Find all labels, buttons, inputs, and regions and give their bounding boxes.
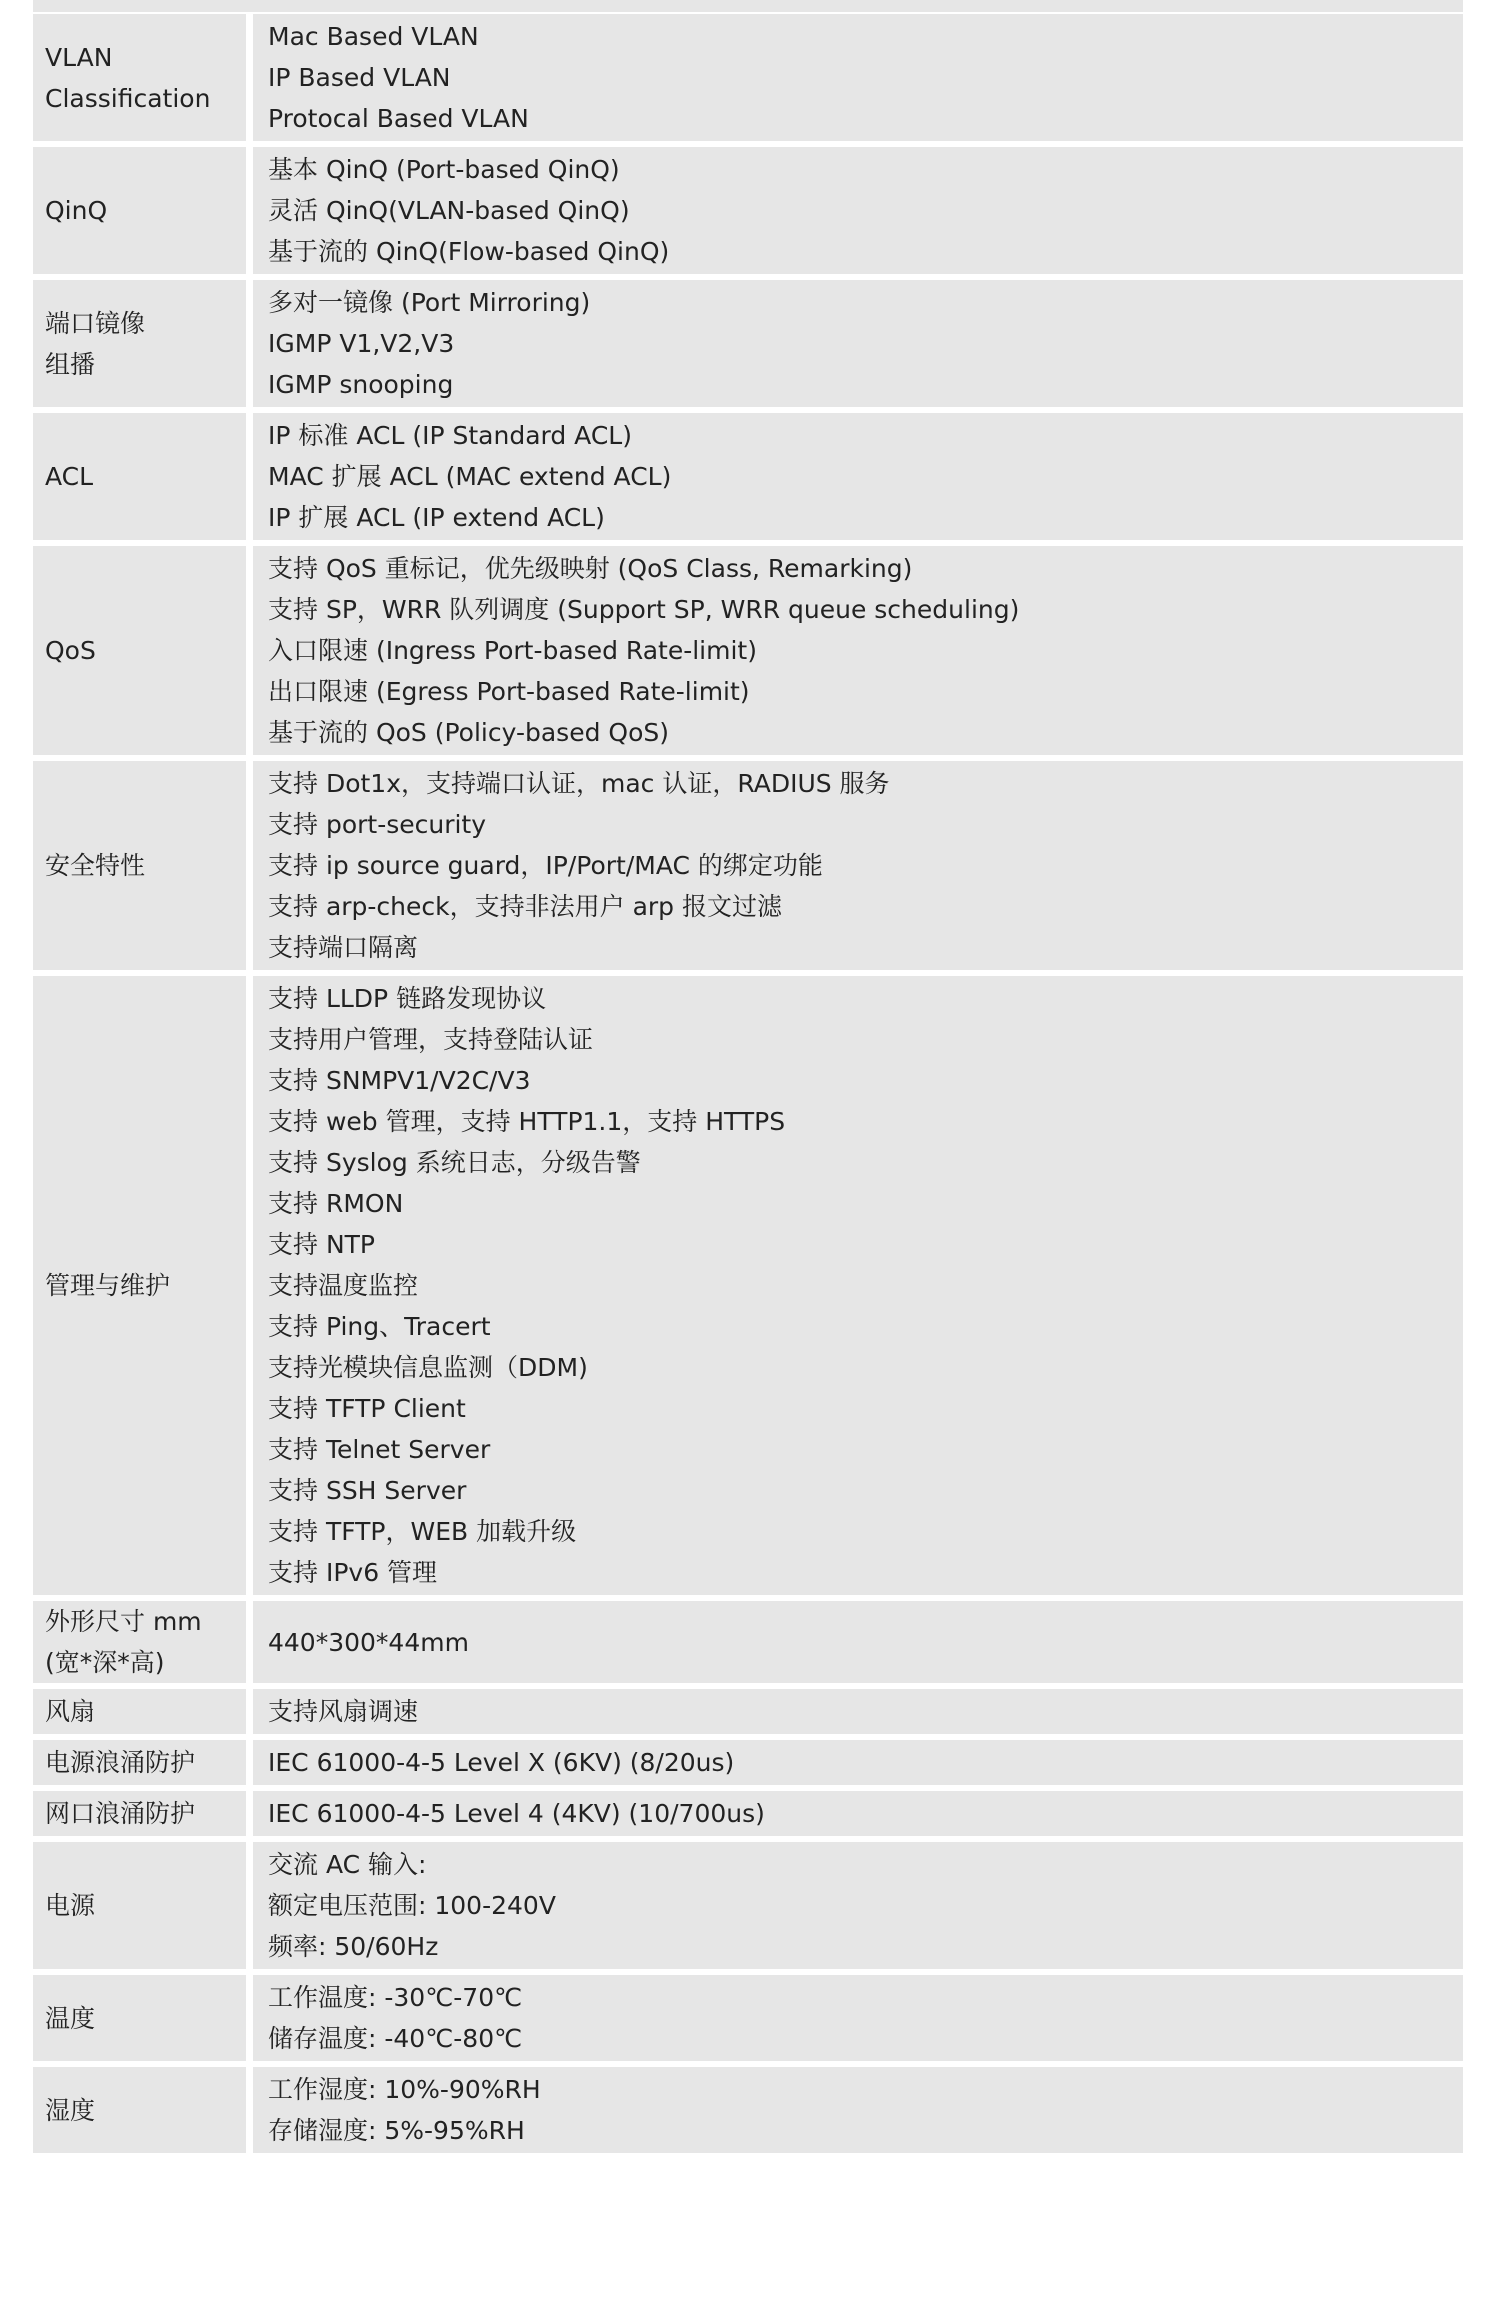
value-line: 支持 port-security [268,810,487,839]
table-row [33,2067,1463,2153]
value-line: 多对一镜像 (Port Mirroring) [268,288,591,317]
row-label-text: (宽*深*高) [45,1648,165,1677]
value-line: 交流 AC 输入: [268,1850,427,1879]
value-line: 支持 TFTP Client [268,1394,466,1423]
row-label-text: 端口镜像 [45,308,146,338]
value-line: 频率: 50/60Hz [268,1932,439,1961]
value-line: 入口限速 (Ingress Port-based Rate-limit) [268,636,757,665]
value-line: IGMP V1,V2,V3 [268,329,455,358]
row-label [33,546,246,755]
cell-divider [246,413,253,540]
row-value [253,1740,1463,1785]
cell-divider [246,14,253,141]
value-line: 支持 QoS 重标记，优先级映射 (QoS Class, Remarking) [268,554,913,583]
row-value [253,1689,1463,1734]
table-row [33,1740,1463,1785]
row-label [33,1601,246,1683]
value-line: 基于流的 QoS (Policy-based QoS) [268,718,669,747]
value-line: 额定电压范围: 100-240V [268,1891,556,1920]
cell-divider [246,1842,253,1969]
cell-divider [246,147,253,274]
value-line: 支持 Telnet Server [268,1435,491,1464]
value-line: 出口限速 (Egress Port-based Rate-limit) [268,677,750,706]
cell-divider [246,1601,253,1683]
value-line: 支持 Syslog 系统日志，分级告警 [268,1148,641,1177]
value-line: 支持 Dot1x，支持端口认证，mac 认证，RADIUS 服务 [268,769,890,798]
row-value [253,147,1463,274]
value-line: 基本 QinQ (Port-based QinQ) [268,155,620,184]
value-line: 支持 NTP [268,1230,375,1259]
value-line: 支持 arp-check，支持非法用户 arp 报文过滤 [268,892,782,921]
row-label-text: 风扇 [45,1697,96,1726]
row-label [33,14,246,141]
row-value [253,413,1463,540]
row-label-text: 组播 [45,349,96,379]
row-value [253,1601,1463,1683]
value-line: 支持 Ping、Tracert [268,1312,491,1341]
value-line: 存储湿度: 5%-95%RH [268,2116,525,2145]
value-line: 支持风扇调速 [268,1697,419,1726]
row-label [33,1740,246,1785]
value-line: MAC 扩展 ACL (MAC extend ACL) [268,462,672,491]
table-row [33,1689,1463,1734]
table-row [33,147,1463,274]
value-line: 工作温度: -30℃-70℃ [268,1983,523,2012]
row-label-text: 温度 [45,2003,96,2033]
row-label-text: 电源浪涌防护 [45,1748,196,1777]
row-value [253,761,1463,970]
cell-divider [246,280,253,407]
table-row [33,1842,1463,1969]
cell-divider [246,976,253,1595]
value-line: 支持光模块信息监测（DDM) [268,1353,588,1382]
row-label [33,1791,246,1836]
row-label-text: ACL [45,462,94,491]
table-row [33,1975,1463,2061]
row-label [33,1975,246,2061]
row-label [33,280,246,407]
row-label-text: Classification [45,83,211,113]
row-value [253,1791,1463,1836]
table-row [33,546,1463,755]
value-line: 支持端口隔离 [268,933,419,962]
value-line: IEC 61000-4-5 Level X (6KV) (8/20us) [268,1748,735,1777]
row-label-text: 管理与维护 [45,1271,171,1300]
value-line: 支持 LLDP 链路发现协议 [268,984,547,1013]
table-row [33,280,1463,407]
row-value [253,546,1463,755]
row-value [253,1842,1463,1969]
cell-divider [246,1791,253,1836]
row-label-text: QinQ [45,196,108,225]
value-line: 支持 web 管理，支持 HTTP1.1，支持 HTTPS [268,1107,786,1136]
table-top-strip [33,0,1463,12]
value-line: IGMP snooping [268,370,454,399]
cell-divider [246,546,253,755]
cell-divider [246,2067,253,2153]
row-label [33,413,246,540]
cell-divider [246,761,253,970]
table-row [33,976,1463,1595]
row-label [33,147,246,274]
row-label [33,761,246,970]
row-label-text: 网口浪涌防护 [45,1799,196,1828]
row-label-text: 电源 [45,1891,96,1920]
value-line: 支持 ip source guard，IP/Port/MAC 的绑定功能 [268,851,823,880]
value-line: 支持用户管理，支持登陆认证 [268,1025,594,1054]
value-line: Protocal Based VLAN [268,104,529,133]
value-line: 支持 SP，WRR 队列调度 (Support SP, WRR queue scheduling) [268,595,1020,624]
row-label-text: 外形尺寸 mm [45,1607,202,1636]
cell-divider [246,1740,253,1785]
value-line: IP 扩展 ACL (IP extend ACL) [268,503,605,532]
value-line: IP 标准 ACL (IP Standard ACL) [268,421,632,450]
value-line: 基于流的 QinQ(Flow-based QinQ) [268,237,670,266]
value-line: 支持 RMON [268,1189,404,1218]
cell-divider [246,1689,253,1734]
value-line: 灵活 QinQ(VLAN-based QinQ) [268,196,630,225]
row-label [33,1689,246,1734]
table-row [33,1791,1463,1836]
row-label-text: VLAN [45,42,113,72]
table-row [33,14,1463,141]
value-line: IEC 61000-4-5 Level 4 (4KV) (10/700us) [268,1799,765,1828]
row-label [33,976,246,1595]
value-line: 支持温度监控 [268,1271,419,1300]
row-value [253,976,1463,1595]
value-line: 440*300*44mm [268,1627,469,1657]
row-label-text: 湿度 [45,2095,96,2125]
value-line: 支持 SSH Server [268,1476,467,1505]
value-line: 支持 TFTP，WEB 加载升级 [268,1517,577,1546]
row-label-text: 安全特性 [45,851,146,880]
value-line: 储存温度: -40℃-80℃ [268,2024,523,2053]
table-row [33,761,1463,970]
value-line: Mac Based VLAN [268,22,479,51]
row-value [253,2067,1463,2153]
value-line: 支持 SNMPV1/V2C/V3 [268,1066,531,1095]
table-row [33,413,1463,540]
row-value [253,1975,1463,2061]
row-label [33,2067,246,2153]
row-value [253,14,1463,141]
spec-table [33,0,1463,2159]
row-value [253,280,1463,407]
value-line: 支持 IPv6 管理 [268,1558,438,1587]
cell-divider [246,1975,253,2061]
value-line: 工作湿度: 10%-90%RH [268,2075,541,2104]
row-label [33,1842,246,1969]
row-label-text: QoS [45,636,96,665]
value-line: IP Based VLAN [268,63,451,92]
table-row [33,1601,1463,1683]
